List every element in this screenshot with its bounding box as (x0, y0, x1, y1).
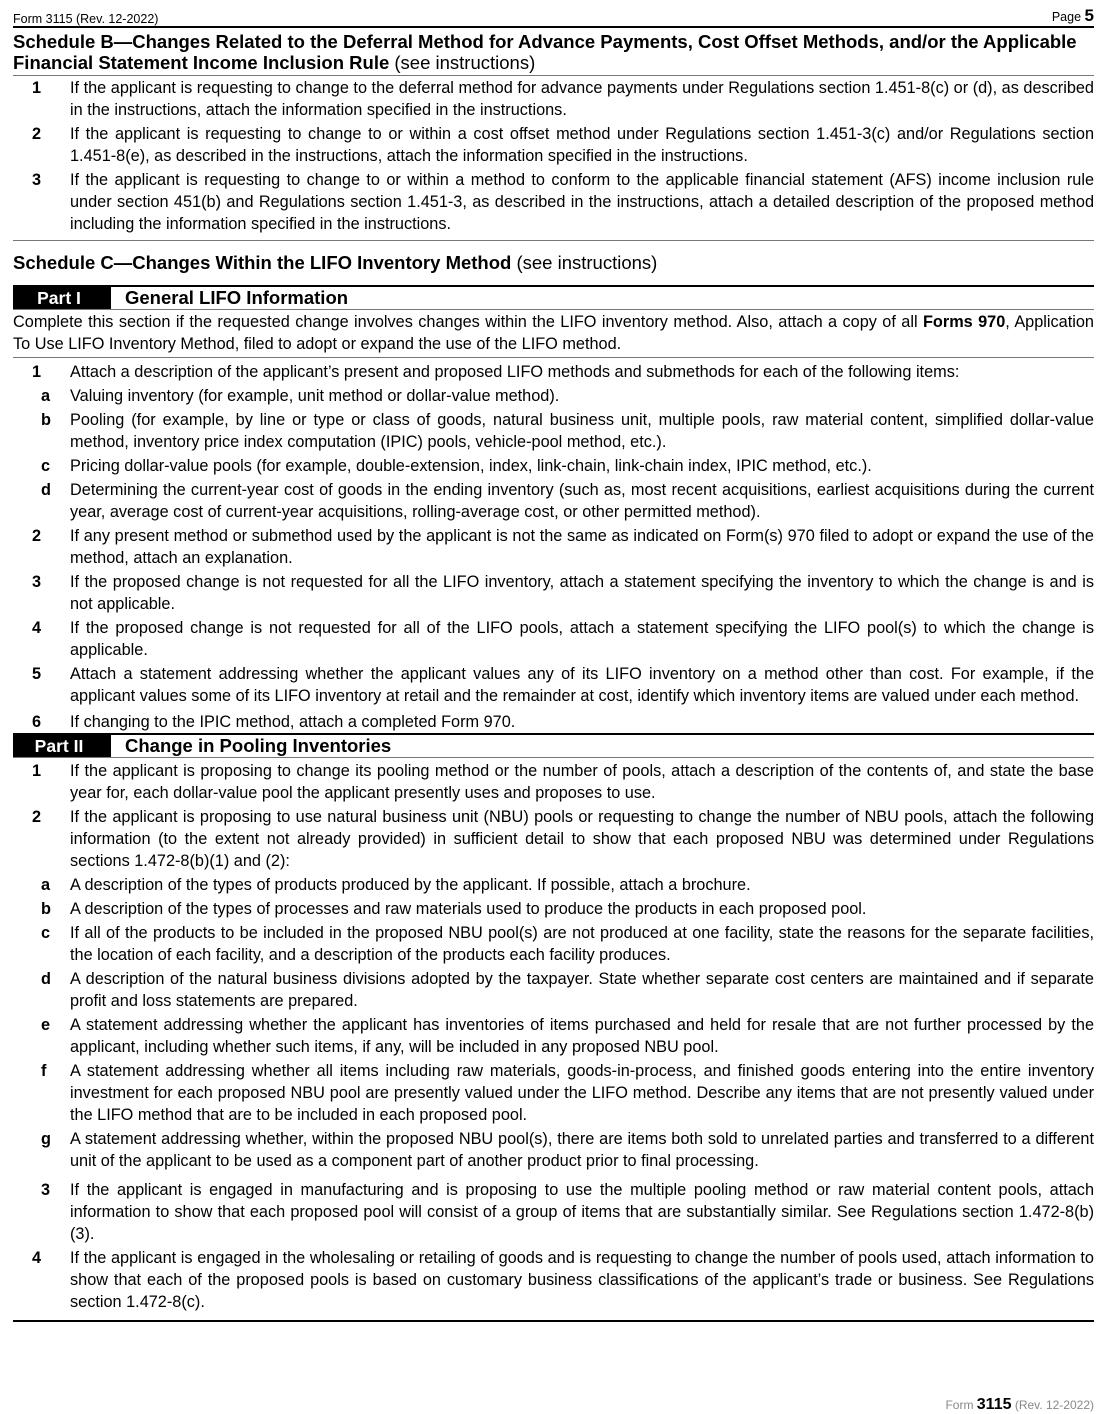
schedule-b-title-bold: Schedule B—Changes Related to the Deferral Method for Advance Payments, Cost Offset Methods, and/or the Applicable Financial Statement Income Inclusion Rule (13, 31, 1077, 73)
part-1-header (13, 285, 1094, 310)
item-number: 6 (32, 713, 42, 731)
item-text: If the applicant is engaged in manufacturing and is proposing to use the multiple pooling method or raw material content pools, attach information to show that each proposed pool will consist of a group of items that are substantially similar. See Regulations section 1.472-8(b)(3). (70, 1181, 1094, 1243)
list-item (13, 1060, 1094, 1126)
list-item (13, 123, 1094, 167)
list-item (13, 1179, 1094, 1245)
list-item (13, 898, 1094, 920)
part-2-header (13, 733, 1094, 758)
page-header (13, 0, 1094, 28)
list-item (13, 169, 1094, 241)
page-label: Page (1051, 10, 1082, 24)
list-item (13, 1320, 1094, 1322)
list-item (13, 1247, 1094, 1313)
item-letter: c (41, 457, 51, 475)
schedule-c-title-note: (see instructions) (511, 252, 658, 273)
item-letter: d (41, 970, 51, 988)
part-2-items (13, 758, 1094, 1322)
part-1-title: General LIFO Information (125, 287, 349, 308)
item-text: If any present method or submethod used by the applicant is not the same as indicated on Form(s) 970 filed to adopt or expand the use of the method, attach an explanation. (70, 527, 1094, 567)
item-number: 2 (32, 527, 42, 545)
list-item (13, 77, 1094, 121)
item-text: If the applicant is proposing to change its pooling method or the number of pools, attach a description of the contents of, and state the base year for, each dollar-value pool the applicant presently uses and proposes to use. (70, 762, 1094, 802)
schedule-c-title-bold: Schedule C—Changes Within the LIFO Inventory Method (13, 252, 512, 273)
item-text: If the applicant is requesting to change to or within a cost offset method under Regulations section 1.451-3(c) and/or Regulations section 1.451-8(e), as described in the instructions, attach the information specified in the instructions. (70, 125, 1094, 165)
item-number: 5 (32, 665, 42, 683)
item-text: If changing to the IPIC method, attach a completed Form 970. (70, 713, 516, 731)
part-2-tag: Part II (13, 735, 111, 757)
part-1-intro (13, 310, 1094, 358)
list-item (13, 874, 1094, 896)
item-number: 4 (32, 1249, 42, 1267)
item-text: Attach a statement addressing whether the applicant values any of its LIFO inventory on a method other than cost. For example, if the applicant values some of its LIFO inventory at retail and the remainder at cost, identify which inventory items are valued under each method. (70, 665, 1094, 705)
list-item (13, 922, 1094, 966)
footer-form-number: 3115 (976, 1396, 1012, 1413)
list-item (13, 968, 1094, 1012)
list-item (13, 479, 1094, 523)
list-item (13, 711, 1094, 733)
list-item (13, 617, 1094, 661)
item-text: If the proposed change is not requested for all of the LIFO pools, attach a statement specifying the LIFO pool(s) to which the change is applicable. (70, 619, 1094, 659)
list-item (13, 385, 1094, 407)
intro-bold-form-ref: Forms 970 (922, 313, 1006, 331)
item-text: A statement addressing whether all items including raw materials, goods-in-process, and finished goods entering into the entire inventory investment for each proposed NBU pool are presently valued under the LIFO method. Describe any items that are not presently valued under the LIFO method that are to be included in each proposed pool. (70, 1062, 1094, 1124)
item-number: 2 (32, 808, 42, 826)
list-item (13, 760, 1094, 804)
list-item (13, 806, 1094, 872)
page-indicator (1052, 6, 1094, 26)
item-text: Pricing dollar-value pools (for example, double-extension, index, link-chain, link-chain index, IPIC method, etc.). (70, 457, 872, 475)
item-letter: d (41, 481, 51, 499)
item-letter: a (41, 876, 51, 894)
item-letter: f (41, 1062, 47, 1080)
item-letter: g (41, 1130, 51, 1148)
item-text: Attach a description of the applicant’s present and proposed LIFO methods and submethods for each of the following items: (70, 363, 960, 381)
intro-text: Complete this section if the requested change involves changes within the LIFO inventory method. Also, attach a copy of all (13, 313, 923, 331)
list-item (13, 525, 1094, 569)
form-page (13, 0, 1094, 1322)
item-number: 3 (32, 171, 42, 189)
item-letter: b (41, 411, 51, 429)
item-text: A statement addressing whether the applicant has inventories of items purchased and held for resale that are not further processed by the applicant, including whether such items, if any, will be included in any proposed NBU pool. (70, 1016, 1094, 1056)
item-text: If the proposed change is not requested for all the LIFO inventory, attach a statement specifying the inventory to which the change is and is not applicable. (70, 573, 1094, 613)
page-footer (945, 1396, 1094, 1414)
intro-text-end: , Application To Use LIFO Inventory Method, filed to adopt or expand the use of the LIFO method. (13, 313, 1094, 353)
item-letter: a (41, 387, 51, 405)
page-number: 5 (1084, 6, 1094, 25)
footer-form-prefix: Form (945, 1398, 974, 1412)
item-text: A description of the types of products produced by the applicant. If possible, attach a brochure. (70, 876, 751, 894)
item-number: 3 (32, 573, 42, 591)
item-text: If the applicant is proposing to use natural business unit (NBU) pools or requesting to change the number of NBU pools, attach the following information (to the extent not already provided) in sufficient detail to show that each proposed NBU was determined under Regulations sections 1.472-8(b)(1) and (2): (70, 808, 1094, 870)
item-text: If the applicant is requesting to change to the deferral method for advance payments under Regulations section 1.451-8(c) or (d), as described in the instructions, attach the information specified in the instructions. (70, 79, 1094, 119)
item-letter: c (41, 924, 51, 942)
list-item (13, 409, 1094, 453)
item-text: A description of the types of processes and raw materials used to produce the products in each proposed pool. (70, 900, 867, 918)
item-number: 2 (32, 125, 42, 143)
item-text: Pooling (for example, by line or type or class of goods, natural business unit, multiple pools, raw material content, simplified dollar-value method, inventory price index computation (IPIC) pools, vehicle-pool method, etc.). (70, 411, 1094, 451)
item-text: If all of the products to be included in the proposed NBU pool(s) are not produced at one facility, state the reasons for the separate facilities, the location of each facility, and a description of the products each facility produces. (70, 924, 1094, 964)
item-number: 1 (32, 762, 42, 780)
part-1-tag: Part I (13, 287, 111, 309)
list-item (13, 1014, 1094, 1058)
item-text: A description of the natural business divisions adopted by the taxpayer. State whether separate cost centers are maintained and if separate profit and loss statements are prepared. (70, 970, 1094, 1010)
list-item (13, 361, 1094, 383)
list-item (13, 663, 1094, 707)
item-text: Determining the current-year cost of goods in the ending inventory (such as, most recent acquisitions, earliest acquisitions during the current year, average cost of current-year acquisitions, rolling-average cost, or other permitted method). (70, 481, 1094, 521)
form-id: Form 3115 (Rev. 12-2022) (13, 12, 159, 26)
item-text: If the applicant is engaged in the wholesaling or retailing of goods and is requesting to change the number of pools used, attach information to show that each of the proposed pools is based on customary business classifications of the applicant’s trade or business. See Regulations section 1.472-8(c). (70, 1249, 1094, 1311)
item-text: If the applicant is requesting to change to or within a method to conform to the applicable financial statement (AFS) income inclusion rule under section 451(b) and Regulations section 1.451-3, as described in the instructions, attach a detailed description of the proposed method including the information specified in the instructions. (70, 171, 1094, 233)
item-number: 1 (32, 363, 42, 381)
list-item (13, 1128, 1094, 1172)
schedule-c-title (13, 241, 1094, 285)
list-item (13, 455, 1094, 477)
item-text: A statement addressing whether, within the proposed NBU pool(s), there are items both sold to unrelated parties and transferred to a different unit of the applicant to be used as a component part of another product prior to final processing. (70, 1130, 1094, 1170)
list-item (13, 571, 1094, 615)
part-1-items (13, 358, 1094, 733)
schedule-b-title (13, 28, 1094, 76)
item-number: 4 (32, 619, 42, 637)
item-letter: 3 (41, 1181, 51, 1199)
item-text: Valuing inventory (for example, unit method or dollar-value method). (70, 387, 560, 405)
item-letter: e (41, 1016, 51, 1034)
item-letter: b (41, 900, 51, 918)
part-2-title: Change in Pooling Inventories (125, 735, 392, 756)
footer-revision: (Rev. 12-2022) (1014, 1398, 1094, 1412)
schedule-b-title-note: (see instructions) (389, 52, 536, 73)
schedule-b-items (13, 76, 1094, 241)
item-number: 1 (32, 79, 42, 97)
